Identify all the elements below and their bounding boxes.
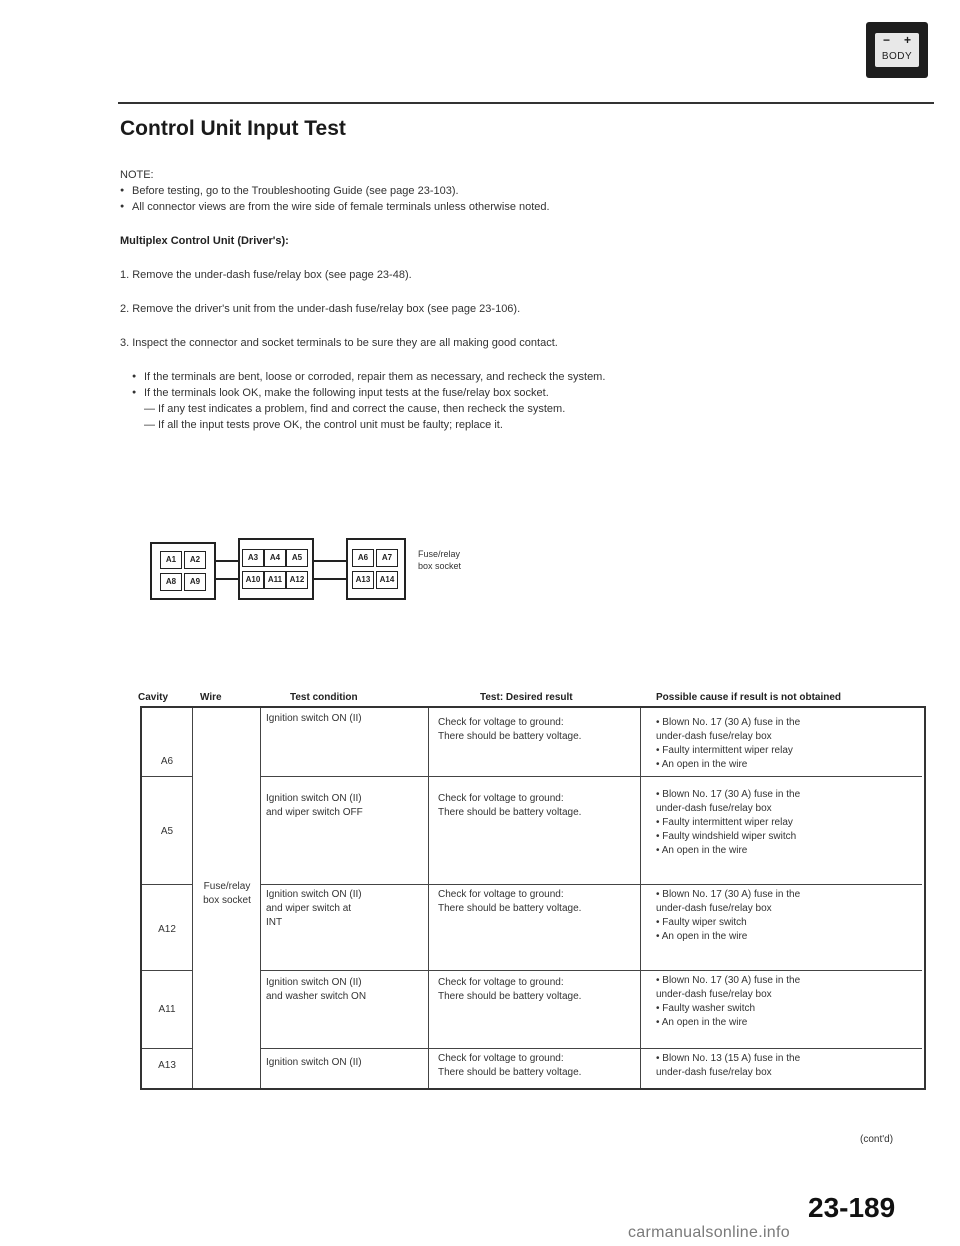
result-row-5: Check for voltage to ground: There should be battery voltage. (438, 1053, 582, 1078)
cavity-a11: A11 (158, 1004, 176, 1015)
dash-1: — If any test indicates a problem, find and correct the cause, then recheck the system. (144, 403, 566, 415)
connector-group-2 (238, 538, 314, 600)
step-3: 3. Inspect the connector and socket terminals to be sure they are all making good contact. (120, 337, 558, 349)
pin-a8: A8 (160, 573, 182, 591)
body-battery-icon (866, 22, 928, 78)
page-title: Control Unit Input Test (120, 117, 346, 140)
page-number: 23-189 (808, 1192, 896, 1223)
cavity-a13: A13 (158, 1060, 176, 1071)
body-label: BODY (881, 51, 913, 62)
connector-label: Fuse/relay box socket (418, 549, 462, 571)
pin-a3: A3 (242, 549, 264, 567)
fuse-relay-box-socket-diagram (150, 534, 450, 604)
header-result: Test: Desired result (480, 692, 573, 703)
bullet-2: ● If the terminals look OK, make the following input tests at the fuse/relay box socket. (144, 386, 549, 400)
note-item-2: ● All connector views are from the wire side of female terminals unless otherwise noted. (132, 200, 550, 214)
result-row-1: Check for voltage to ground: There should be battery voltage. (438, 717, 582, 742)
pin-a2: A2 (184, 551, 206, 569)
pin-a13: A13 (352, 571, 374, 589)
cavity-a12: A12 (158, 924, 176, 935)
pin-a7: A7 (376, 549, 398, 567)
cavity-a6: A6 (160, 756, 174, 767)
condition-row-2: Ignition switch ON (II) and wiper switch OFF (266, 793, 363, 818)
plus-terminal: + (903, 33, 911, 47)
header-rule (118, 102, 934, 104)
watermark: carmanualsonline.info (628, 1224, 790, 1241)
wire-cell: Fuse/relay box socket (203, 881, 251, 906)
cause-row-3: • Blown No. 17 (30 A) fuse in the under-dash fuse/relay box • Faulty wiper switch • An open in the wire (656, 889, 801, 942)
cause-row-4: • Blown No. 17 (30 A) fuse in the under-dash fuse/relay box • Faulty washer switch • An open in the wire (656, 975, 801, 1028)
section-heading: Multiplex Control Unit (Driver's): (120, 235, 289, 247)
pin-a5: A5 (286, 549, 308, 567)
pin-a4: A4 (264, 549, 286, 567)
result-row-4: Check for voltage to ground: There should be battery voltage. (438, 977, 582, 1002)
step-1: 1. Remove the under-dash fuse/relay box (see page 23-48). (120, 269, 412, 281)
condition-row-5: Ignition switch ON (II) (266, 1057, 362, 1068)
pin-a10: A10 (242, 571, 264, 589)
header-wire: Wire (200, 692, 222, 703)
note-heading: NOTE: (120, 169, 154, 181)
pin-a1: A1 (160, 551, 182, 569)
cause-row-2: • Blown No. 17 (30 A) fuse in the under-dash fuse/relay box • Faulty intermittent wiper relay • Faulty windshield wiper switch • An open in the wire (656, 789, 801, 856)
pin-a6: A6 (352, 549, 374, 567)
pin-a12: A12 (286, 571, 308, 589)
continued-label: (cont'd) (860, 1134, 894, 1145)
cavity-a5: A5 (160, 826, 174, 837)
condition-row-3: Ignition switch ON (II) and wiper switch at INT (266, 889, 362, 928)
result-row-2: Check for voltage to ground: There should be battery voltage. (438, 793, 582, 818)
header-cavity: Cavity (138, 692, 169, 703)
condition-row-4: Ignition switch ON (II) and washer switch ON (266, 977, 367, 1002)
bullet-1: ● If the terminals are bent, loose or corroded, repair them as necessary, and recheck the system. (144, 370, 605, 384)
dash-2: — If all the input tests prove OK, the control unit must be faulty; replace it. (144, 419, 503, 431)
input-test-table (140, 706, 926, 1090)
cause-row-5: • Blown No. 13 (15 A) fuse in the under-dash fuse/relay box (656, 1053, 801, 1078)
header-cause: Possible cause if result is not obtained (656, 692, 842, 703)
condition-row-1: Ignition switch ON (II) (266, 713, 362, 724)
connector-group-3 (346, 538, 406, 600)
step-2: 2. Remove the driver's unit from the under-dash fuse/relay box (see page 23-106). (120, 303, 521, 315)
pin-a11: A11 (264, 571, 286, 589)
result-row-3: Check for voltage to ground: There should be battery voltage. (438, 889, 582, 914)
pin-a14: A14 (376, 571, 398, 589)
note-item-1: ● Before testing, go to the Troubleshooting Guide (see page 23-103). (132, 184, 459, 198)
header-condition: Test condition (290, 692, 358, 703)
minus-terminal: − (883, 33, 891, 47)
cause-row-1: • Blown No. 17 (30 A) fuse in the under-dash fuse/relay box • Faulty intermittent wiper relay • An open in the wire (656, 717, 801, 770)
connector-group-1 (150, 542, 216, 600)
pin-a9: A9 (184, 573, 206, 591)
